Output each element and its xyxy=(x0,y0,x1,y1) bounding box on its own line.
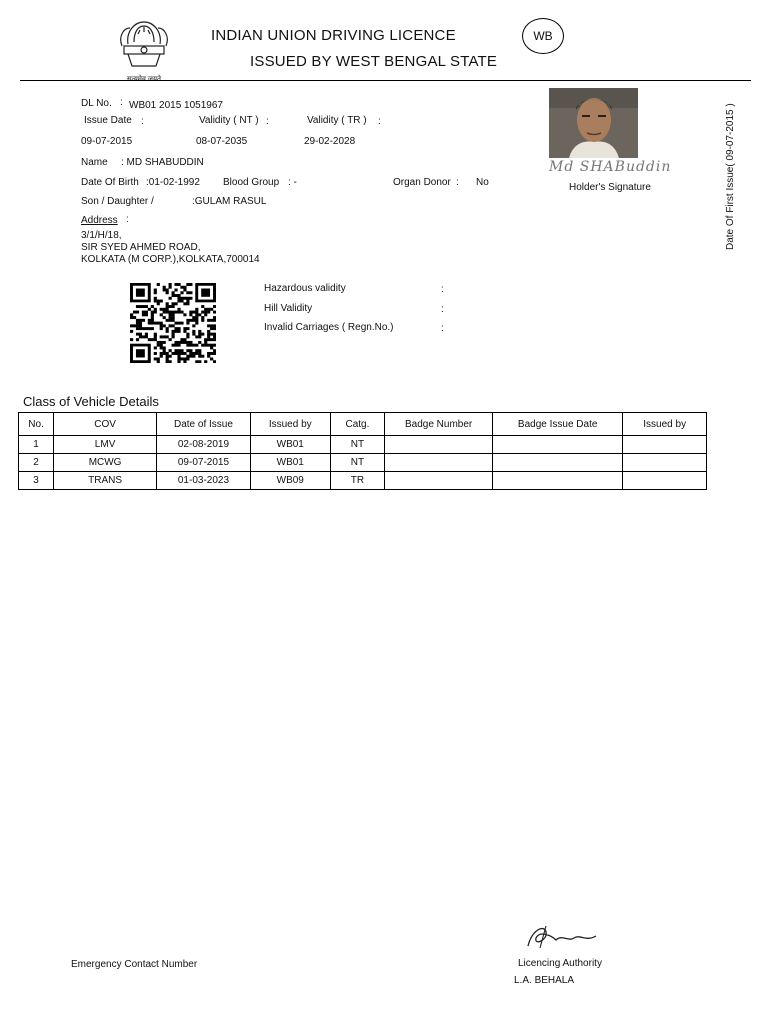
blood-group-value: : - xyxy=(288,177,297,188)
address-line1: 3/1/H/18, xyxy=(81,230,122,241)
invalid-carriages-colon: : xyxy=(441,323,444,334)
address-colon: : xyxy=(126,214,129,225)
qr-code xyxy=(130,283,216,363)
col-header: Issued by xyxy=(250,413,330,436)
name-value: : MD SHABUDDIN xyxy=(121,157,204,168)
table-row xyxy=(19,454,707,472)
address-line3: KOLKATA (M CORP.),KOLKATA,700014 xyxy=(81,254,260,265)
table-cell xyxy=(385,454,493,472)
address-line2: SIR SYED AHMED ROAD, xyxy=(81,242,201,253)
table-cell xyxy=(623,436,707,454)
table-cell: MCWG xyxy=(54,454,157,472)
table-cell: WB09 xyxy=(250,472,330,490)
issue-colon: : xyxy=(141,116,144,127)
table-cell: WB01 xyxy=(250,454,330,472)
signature-scribble-icon xyxy=(522,920,602,954)
issue-date-value: 09-07-2015 xyxy=(81,136,133,147)
emergency-contact-label: Emergency Contact Number xyxy=(71,959,198,970)
holder-photo xyxy=(549,88,638,158)
organ-donor-label: Organ Donor xyxy=(393,177,451,188)
organ-donor-value: No xyxy=(476,177,489,188)
table-cell: NT xyxy=(330,454,385,472)
validity-nt-label: Validity ( NT ) xyxy=(199,115,259,126)
licencing-authority-label: Licencing Authority xyxy=(518,958,602,969)
hill-label: Hill Validity xyxy=(264,303,313,314)
vehicle-class-table xyxy=(18,412,707,490)
col-header: Date of Issue xyxy=(157,413,251,436)
table-cell xyxy=(623,472,707,490)
first-issue-vertical: Date Of First Issue( 09-07-2015 ) xyxy=(725,103,736,250)
table-row xyxy=(19,436,707,454)
table-cell: 3 xyxy=(19,472,54,490)
table-cell: LMV xyxy=(54,436,157,454)
table-cell: 2 xyxy=(19,454,54,472)
hazardous-label: Hazardous validity xyxy=(264,283,346,294)
address-label: Address xyxy=(81,215,118,226)
table-row xyxy=(19,472,707,490)
table-cell: NT xyxy=(330,436,385,454)
lion-capital-icon xyxy=(108,14,180,72)
col-header: No. xyxy=(19,413,54,436)
blood-group-label: Blood Group xyxy=(223,177,280,188)
col-header: Catg. xyxy=(330,413,385,436)
table-cell xyxy=(385,436,493,454)
validity-tr-value: 29-02-2028 xyxy=(304,136,356,147)
dl-number: WB01 2015 1051967 xyxy=(129,100,223,111)
holder-signature-label: Holder's Signature xyxy=(569,182,651,193)
issue-date-label: Issue Date xyxy=(84,115,132,126)
title-line2: ISSUED BY WEST BENGAL STATE xyxy=(250,53,498,70)
validity-nt-value: 08-07-2035 xyxy=(196,136,248,147)
relation-value: :GULAM RASUL xyxy=(192,196,267,207)
dob-value: :01-02-1992 xyxy=(146,177,200,188)
validity-tr-label: Validity ( TR ) xyxy=(307,115,367,126)
col-header: Issued by xyxy=(623,413,707,436)
state-code-badge: WB xyxy=(522,18,564,54)
name-label: Name xyxy=(81,157,108,168)
hazardous-colon: : xyxy=(441,284,444,295)
state-emblem xyxy=(108,14,180,80)
relation-label: Son / Daughter / xyxy=(81,196,154,207)
dob-label: Date Of Birth xyxy=(81,177,139,188)
validity-tr-colon: : xyxy=(378,116,381,127)
header-divider xyxy=(20,80,751,81)
table-cell xyxy=(623,454,707,472)
table-cell xyxy=(492,472,622,490)
table-cell: 01-03-2023 xyxy=(157,472,251,490)
invalid-carriages-label: Invalid Carriages ( Regn.No.) xyxy=(264,322,394,333)
holder-signature: Md SHABuddin xyxy=(549,159,672,175)
dl-colon: : xyxy=(120,97,123,108)
table-cell: TR xyxy=(330,472,385,490)
table-cell: WB01 xyxy=(250,436,330,454)
table-header-row xyxy=(19,413,707,436)
table-cell xyxy=(492,436,622,454)
dl-label: DL No. xyxy=(81,98,112,109)
authority-signature xyxy=(522,920,602,959)
validity-nt-colon: : xyxy=(266,116,269,127)
vehicle-section-title: Class of Vehicle Details xyxy=(23,394,159,409)
table-cell: TRANS xyxy=(54,472,157,490)
authority-office: L.A. BEHALA xyxy=(514,975,575,986)
hill-colon: : xyxy=(441,304,444,315)
table-cell: 1 xyxy=(19,436,54,454)
table-cell xyxy=(385,472,493,490)
col-header: COV xyxy=(54,413,157,436)
table-cell: 09-07-2015 xyxy=(157,454,251,472)
table-cell: 02-08-2019 xyxy=(157,436,251,454)
col-header: Badge Number xyxy=(385,413,493,436)
col-header: Badge Issue Date xyxy=(492,413,622,436)
table-cell xyxy=(492,454,622,472)
title-line1: INDIAN UNION DRIVING LICENCE xyxy=(211,27,456,44)
organ-donor-colon: : xyxy=(456,177,459,188)
